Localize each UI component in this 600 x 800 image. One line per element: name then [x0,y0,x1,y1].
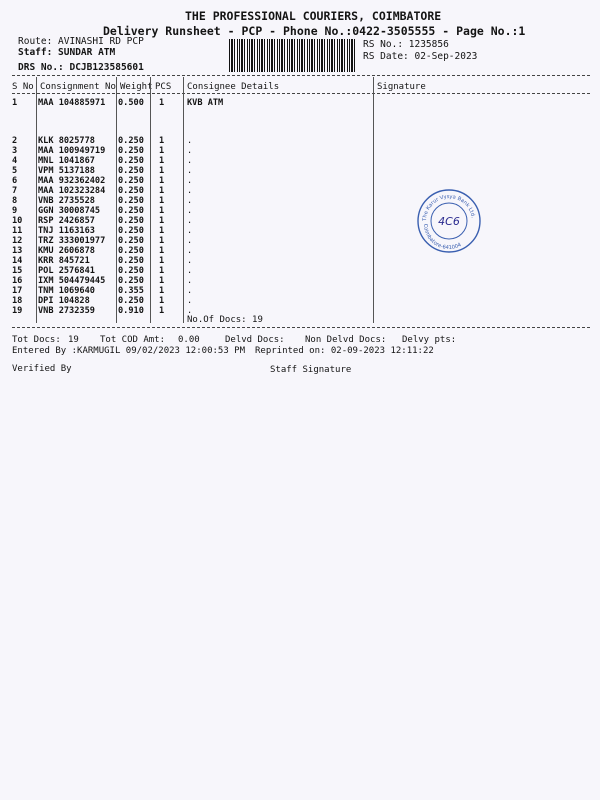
row-details: . [187,266,193,276]
row-consignment: VNB 2732359 [38,306,95,316]
row-details: . [187,226,193,236]
row-sno: 15 [12,266,23,276]
bank-stamp [416,188,482,254]
row-consignment: MAA 102323284 [38,186,106,196]
tot-cod-label: Tot COD Amt: [100,335,166,345]
barcode [229,39,357,72]
row-pcs: 1 [159,216,165,226]
staff-signature: Staff Signature [270,365,352,375]
tot-docs-value: 19 [68,335,79,345]
row-weight: 0.250 [118,236,144,246]
row-weight: 0.250 [118,196,144,206]
company-title: THE PROFESSIONAL COURIERS, COIMBATORE [185,9,442,23]
row-weight: 0.250 [118,256,144,266]
no-of-docs: No.Of Docs: 19 [187,315,263,325]
column-header-consignee: Consignee Details [187,82,280,92]
row-sno: 7 [12,186,18,196]
separator [12,75,590,76]
row-consignment: VPM 5137188 [38,166,95,176]
row-pcs: 1 [159,186,165,196]
row-weight: 0.250 [118,146,144,156]
row-weight: 0.355 [118,286,144,296]
row-consignment: TRZ 333001977 [38,236,106,246]
row-pcs: 1 [159,276,165,286]
non-delvd-docs-label: Non Delvd Docs: [305,335,387,345]
row-sno: 11 [12,226,23,236]
row-details: . [187,296,193,306]
row-pcs: 1 [159,98,165,108]
row-sno: 4 [12,156,18,166]
row-details: . [187,286,193,296]
row-sno: 5 [12,166,18,176]
row-consignment: MAA 104885971 [38,98,106,108]
column-divider [183,77,184,323]
row-details: KVB ATM [187,98,224,108]
row-consignment: MAA 100949719 [38,146,106,156]
row-pcs: 1 [159,156,165,166]
row-pcs: 1 [159,236,165,246]
row-details: . [187,216,193,226]
row-pcs: 1 [159,226,165,236]
column-header-sno: S No [12,82,34,92]
row-weight: 0.250 [118,156,144,166]
column-divider [150,77,151,323]
route-label: Route: AVINASHI RD PCP [18,36,144,47]
row-consignment: IXM 504479445 [38,276,106,286]
row-consignment: DPI 104828 [38,296,90,306]
column-header-weight: Weight [120,82,153,92]
row-pcs: 1 [159,256,165,266]
row-sno: 6 [12,176,18,186]
row-weight: 0.250 [118,226,144,236]
row-pcs: 1 [159,146,165,156]
rs-number: RS No.: 1235856 [363,39,449,50]
row-sno: 3 [12,146,18,156]
row-pcs: 1 [159,136,165,146]
column-divider [36,77,37,323]
tot-docs-label: Tot Docs: [12,335,61,345]
row-sno: 12 [12,236,23,246]
row-sno: 9 [12,206,18,216]
verified-by: Verified By [12,364,72,374]
separator [12,327,590,328]
row-consignment: TNJ 1163163 [38,226,95,236]
row-weight: 0.500 [118,98,144,108]
stamp-text-top: The Karur Vysya Bank Ltd. [421,193,476,222]
row-consignment: TNM 1069640 [38,286,95,296]
row-sno: 1 [12,98,18,108]
column-header-consignment: Consignment No [40,82,116,92]
drs-number: DRS No.: DCJB123585601 [18,62,144,73]
row-details: . [187,206,193,216]
row-weight: 0.250 [118,216,144,226]
row-consignment: MAA 932362402 [38,176,106,186]
runsheet-title: Delivery Runsheet - PCP - Phone No.:0422-3505555 - Page No.:1 [103,24,526,38]
column-divider [373,77,374,323]
delvy-pts-label: Delvy pts: [402,335,457,345]
row-pcs: 1 [159,166,165,176]
row-sno: 18 [12,296,23,306]
row-consignment: KRR 845721 [38,256,90,266]
delvd-docs-label: Delvd Docs: [225,335,285,345]
row-details: . [187,186,193,196]
row-weight: 0.250 [118,186,144,196]
row-pcs: 1 [159,296,165,306]
row-weight: 0.250 [118,266,144,276]
column-header-signature: Signature [377,82,426,92]
row-sno: 8 [12,196,18,206]
column-divider [116,77,117,323]
rs-date: RS Date: 02-Sep-2023 [363,51,478,62]
row-details: . [187,196,193,206]
row-weight: 0.910 [118,306,144,316]
column-header-pcs: PCS [155,82,172,92]
row-details: . [187,166,193,176]
row-details: . [187,136,193,146]
row-details: . [187,236,193,246]
row-consignment: POL 2576841 [38,266,95,276]
stamp-text-bottom: Coimbatore-641004 [421,223,463,252]
row-details: . [187,276,193,286]
row-pcs: 1 [159,306,165,316]
row-weight: 0.250 [118,206,144,216]
stamp-signature: 4C6 [438,215,460,228]
row-sno: 16 [12,276,23,286]
row-weight: 0.250 [118,296,144,306]
row-sno: 2 [12,136,18,146]
row-sno: 19 [12,306,23,316]
row-details: . [187,176,193,186]
row-sno: 17 [12,286,23,296]
tot-cod-value: 0.00 [178,335,200,345]
entered-by: Entered By :KARMUGIL 09/02/2023 12:00:53 PM [12,346,245,356]
row-pcs: 1 [159,206,165,216]
row-consignment: KMU 2606878 [38,246,95,256]
row-sno: 10 [12,216,23,226]
row-weight: 0.250 [118,166,144,176]
row-sno: 14 [12,256,23,266]
row-pcs: 1 [159,246,165,256]
row-weight: 0.250 [118,176,144,186]
row-weight: 0.250 [118,246,144,256]
row-weight: 0.250 [118,276,144,286]
row-consignment: GGN 30008745 [38,206,101,216]
row-details: . [187,256,193,266]
row-consignment: MNL 1041867 [38,156,95,166]
row-pcs: 1 [159,176,165,186]
row-pcs: 1 [159,196,165,206]
row-pcs: 1 [159,286,165,296]
separator [12,93,590,94]
reprinted-on: Reprinted on: 02-09-2023 12:11:22 [255,346,434,356]
row-details: . [187,246,193,256]
row-consignment: RSP 2426857 [38,216,95,226]
row-pcs: 1 [159,266,165,276]
row-details: . [187,146,193,156]
row-details: . [187,306,193,316]
row-consignment: VNB 2735528 [38,196,95,206]
row-sno: 13 [12,246,23,256]
row-weight: 0.250 [118,136,144,146]
staff-label: Staff: SUNDAR ATM [18,47,116,58]
row-consignment: KLK 8025778 [38,136,95,146]
row-details: . [187,156,193,166]
